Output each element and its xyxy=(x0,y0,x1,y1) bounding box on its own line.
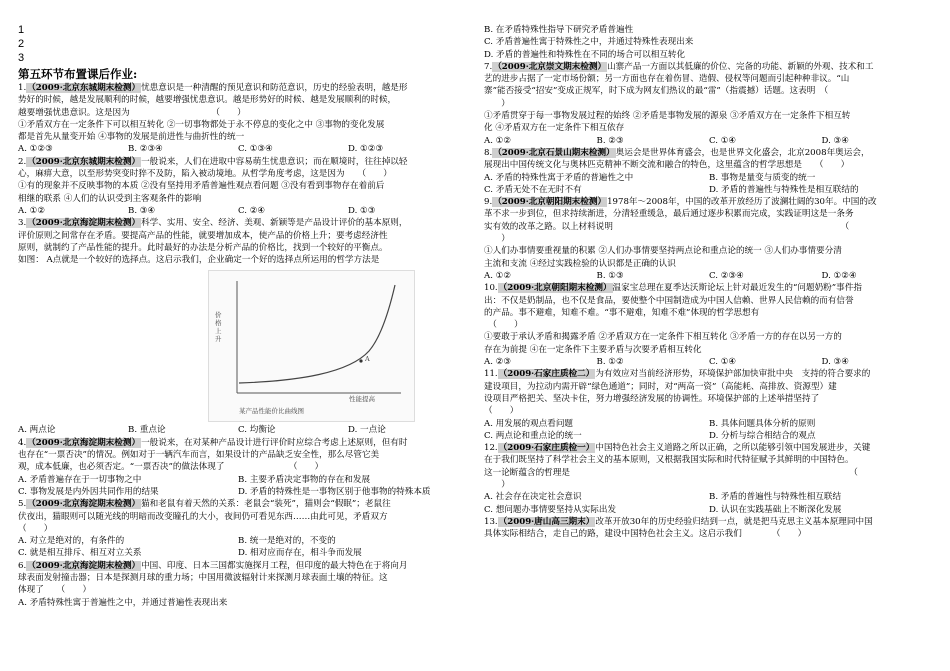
question-source: （2009·北京海淀期末检测） xyxy=(27,560,141,571)
question-11: 11.（2009·石家庄质检二）为有效应对当前经济形势，环境保护部加快审批中央 支持的符合要求的 建设项目，为拉动内需开辟“绿色通道”；同时，对“两高一资”（高能耗、高排放、资源型）建 设项目严格把关、坚决卡住，努力增强经济发展的协调性。环境保护部的上述举措坚持了 （ ） A. 用发展的观点看问题 B. 具体问题具体分析的原则 C. 两点论和重点论的统一 D. 分析与综合相结合的观点 xyxy=(484,368,934,442)
options-row: C. 矛盾无处不在无时不有 D. 矛盾的普遍性与特殊性是相互联结的 xyxy=(484,184,859,195)
options-row: A. 社会存在决定社会意识 B. 矛盾的普遍性与特殊性相互联结 xyxy=(484,492,842,503)
question-source: （2009·北京石景山期末检测） xyxy=(493,147,615,158)
question-12: 12.（2009·石家庄质检一）中国特色社会主义道路之所以正确，之所以能够引领中国发展进步，关键 在于我们既坚持了科学社会主义的基本原则，又根据我国实际和时代特征赋予其鲜明的中国特色。 这一论断蕴含的哲理是 （ ） A. 社会存在决定社会意识 B. 矛盾的普遍性与特殊性相互联结 C. 想问题办事情要坚持从实际出发 D. 认识在实践基础上不断深化发展 xyxy=(484,442,934,516)
line-number-3: 3 xyxy=(18,52,25,64)
options-row: C. 两点论和重点论的统一 D. 分析与综合相结合的观点 xyxy=(484,430,816,441)
question-1: 1.（2009·北京东城期末检测）忧患意识是一种清醒的预见意识和防范意识，历史的经验表明，越是形 势好的时候，越是发展顺利的时候，越要增强忧患意识。越是形势好的时候、越是发展顺利的时候， 越要增强忧患意识。这是因为 （ ） ①矛盾双方在一定条件下可以相互转化 ②一切事物都处于永不停息的变化之中 ③事物的变化发展 都是首先从量变开始 ④事物的发展是前进性与曲折性的统一 A. ①②③ B. ②③④ C. ①③④ D. ①②③ xyxy=(18,82,458,156)
options-row: C. 就是相互排斥、相互对立关系 D. 相对应而存在，相斗争而发展 xyxy=(18,548,362,559)
question-4: 4.（2009·北京海淀期末检测）一般说来，在对某种产品设计进行评价时应综合考虑上述原则，但有时 也存在“一票否决”的情况。例如对于一辆汽车而言，如果设计的产品缺乏安全性，那么尽管它美 观，成本低廉，也必须否定。“一票否决”的做法体现了 （ ） A. 矛盾普遍存在于一切事物之中 B. 主要矛盾决定事物的存在和发展 C. 事物发展是内外因共同作用的结果 D. 矛盾的特殊性是一事物区别于他事物的特殊本质 xyxy=(18,437,458,498)
question-6-continued: B. 在矛盾特殊性指导下研究矛盾普遍性 C. 矛盾普遍性寓于特殊性之中，并通过特殊性表现出来 D. 矛盾的普遍性和特殊性在不同的场合可以相互转化 xyxy=(484,25,694,60)
figure-caption: 某产品性能价比曲线图 xyxy=(239,407,304,416)
options-row: A. 矛盾普遍存在于一切事物之中 B. 主要矛盾决定事物的存在和发展 xyxy=(18,474,371,485)
question-source: （2009·北京海淀期末检测） xyxy=(27,218,141,229)
options-row: A. ①② B. ②③ C. ①④ D. ③④ xyxy=(484,135,849,146)
question-source: （2009·石家庄质检一） xyxy=(498,443,595,454)
question-6: 6.（2009·北京海淀期末检测）中国、印度、日本三国都实施探月工程，但印度的最大特色在于将向月 球表面发射撞击器；日本是探测月球的重力场；中国用微波辐射计来探测月球表面土壤的特征。这 体现了 （ ） A. 矛盾特殊性寓于普遍性之中，并通过普遍性表现出来 xyxy=(18,560,408,608)
price-curve xyxy=(239,285,395,383)
question-source: （2009·北京海淀期末检测） xyxy=(27,437,141,448)
right-column xyxy=(484,24,934,540)
line-number-1: 1 xyxy=(18,24,25,36)
line-number-2: 2 xyxy=(18,38,25,50)
question-source: （2009·北京崇文期末检测） xyxy=(493,61,607,72)
question-3: 3.（2009·北京海淀期末检测）科学、实用、安全、经济、美观、新颖等是产品设计评价的基本原则， 评价原则之间常存在矛盾。要提高产品的性能，就要增加成本，使产品的价格上升；要考虑经济性 原则，就制约了产品性能的提升。此时最好的办法是分析产品的价格比，找到一个较好的平衡点。 如图： A点就是一个较好的选择点。这启示我们，企业确定一个好的选择点所运用的哲学方法是 价格上升 性能提高 A 某产品性能价比曲线图 A. 两点论 B. 重点论 C. 均衡论 D. 一点论 xyxy=(18,217,458,436)
y-axis-label: 价格上升 xyxy=(215,311,222,344)
question-13: 13.（2009·唐山高三期末）改革开放30年的历史经验归结到一点，就是把马克思主义基本原理同中国 具体实际相结合，走自己的路，建设中国特色社会主义。这启示我们 （ ） xyxy=(484,516,873,540)
question-source: （2009·北京朝阳期末检测） xyxy=(493,197,607,208)
question-7: 7.（2009·北京崇文期末检测）山寨产品一方面以其低廉的价位、完备的功能、新颖的外观、技术和工 艺的进步占据了一定市场份额；另一方面也存在着伤冒、造假、侵权等问题而引起种种非议。“山 寨”能否接受“招安”变成正规军，时下成为网友们热议的最“雷”（指震撼）话题。这表明 （ ） ①矛盾贯穿于每一事物发展过程的始终 ②矛盾是事物发展的源泉 ③矛盾双方在一定条件下相互转 化 ④矛盾双方在一定条件下相互依存 A. ①② B. ②③ C. ①④ D. ③④ xyxy=(484,61,934,147)
question-9: 9.（2009·北京朝阳期末检测）1978年～2008年，中国的改革开放经历了波澜壮阔的30年。中国的改 革不求一步到位，但求持续渐进，分清轻重缓急，最后通过逐步积累而完成，实践证明这是一条务 实有效的改革之路。以上材料说明 （ ） ①人们办事情要重视量的积累 ②人们办事情要坚持两点论和重点论的统一 ③人们办事情要分清 主流和支流 ④经过实践检验的认识都是正确的认识 A. ①② B. ①③ C. ②③④ D. ①②④ xyxy=(484,196,934,282)
options-row: A. ①② B. ③④ C. ②④ D. ①③ xyxy=(18,205,376,216)
point-label: A xyxy=(365,355,370,364)
section-title: 第五环节布置课后作业: xyxy=(18,67,138,81)
question-source: （2009·石家庄质检二） xyxy=(498,369,595,380)
options-row: C. 想问题办事情要坚持从实际出发 D. 认识在实践基础上不断深化发展 xyxy=(484,504,842,515)
options-row: A. 用发展的观点看问题 B. 具体问题具体分析的原则 xyxy=(484,418,816,429)
question-source: （2009·北京海淀期末检测） xyxy=(27,499,141,510)
price-performance-figure xyxy=(208,270,415,422)
left-column xyxy=(18,0,458,609)
question-5: 5.（2009·北京海淀期末检测）猫和老鼠有着天然的关系：老鼠会“装死”，猫则会“假眠”；老鼠往 伏夜出，猫眼则可以随光线的明暗而改变瞳孔的大小，夜间仍可看见东西……由此可见，矛盾双方 （ ） A. 对立是绝对的，有条件的 B. 统一是绝对的，不变的 C. 就是相互排斥、相互对立关系 D. 相对应而存在，相斗争而发展 xyxy=(18,498,458,559)
question-source: （2009·北京朝阳期末检测） xyxy=(498,283,612,294)
options-row: A. ②③ B. ①② C. ①④ D. ③④ xyxy=(484,357,849,368)
x-axis-label: 性能提高 xyxy=(349,395,375,404)
point-a-marker xyxy=(359,360,362,363)
question-source: （2009·唐山高三期末） xyxy=(498,516,595,527)
options-row: A. 对立是绝对的，有条件的 B. 统一是绝对的，不变的 xyxy=(18,536,336,547)
options-row: A. ①② B. ①③ C. ②③④ D. ①②④ xyxy=(484,270,857,281)
question-10: 10.（2009·北京朝阳期末检测）温家宝总理在夏季达沃斯论坛上针对最近发生的“问题奶粉”事件指 出：不仅是奶制品，也不仅是食品，要使整个中国制造成为中国人信赖、世界人民信赖的而有信誉 的产品。事不避难，知难不难。“事不避难，知难不难”体现的哲学思想有 （ ） ①要敢于承认矛盾和揭露矛盾 ②矛盾双方在一定条件下相互转化 ③矛盾一方的存在以另一方的 存在为前提 ④在一定条件下主要矛盾与次要矛盾相互转化 A. ②③ B. ①② C. ①④ D. ③④ xyxy=(484,282,934,368)
options-row: A. 两点论 B. 重点论 C. 均衡论 D. 一点论 xyxy=(18,425,386,436)
options-row: A. 矛盾的特殊性寓于矛盾的普遍性之中 B. 事物是量变与质变的统一 xyxy=(484,172,816,183)
options-row: C. 事物发展是内外因共同作用的结果 D. 矛盾的特殊性是一事物区别于他事物的特殊本质 xyxy=(18,486,431,497)
question-8: 8.（2009·北京石景山期末检测）奥运会是世界体育盛会，也是世界文化盛会，北京2008年奥运会， 展现出中国传统文化与奥林匹克精神不断交流和融合的特色，这里蕴含的哲学思想是 （ ） A. 矛盾的特殊性寓于矛盾的普遍性之中 B. 事物是量变与质变的统一 C. 矛盾无处不在无时不有 D. 矛盾的普遍性与特殊性是相互联结的 xyxy=(484,147,934,196)
curve-figure xyxy=(209,271,414,421)
question-2: 2.（2009·北京东城期末检测）一般说来，人们在进取中容易萌生忧患意识；而在顺境时，往往掉以轻 心，麻痹大意，以至形势突变时猝不及防，陷入被动境地。从哲学角度考虑，这是因为 （ ） ①有的现象并不反映事物的本质 ②没有坚持用矛盾普遍性观点看问题 ③没有看到事物存在着前后 相继的联系 ④人们的认识受到主客观条件的影响 A. ①② B. ③④ C. ②④ D. ①③ xyxy=(18,156,458,217)
options-row: A. ①②③ B. ②③④ C. ①③④ D. ①②③ xyxy=(18,144,384,155)
question-source: （2009·北京东城期末检测） xyxy=(27,156,141,167)
question-source: （2009·北京东城期末检测） xyxy=(27,83,141,93)
